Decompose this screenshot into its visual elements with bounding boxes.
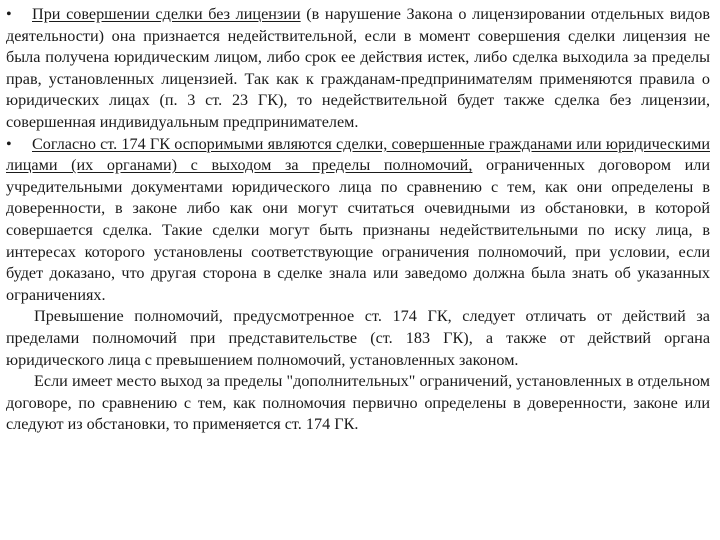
bullet-icon: • [6,5,12,23]
document-page [6,4,710,436]
paragraph-text: (в нарушение Закона о лицензировании отдельных видов деятельности) она признается недействительной, если в момент совершения сделки лицензия не была получена юридическим лицом, либо срок ее действия истек, либо сделка выходила за пределы прав, установленных лицензией. Так как к гражданам-предпринимателям применяются правила о юридических лицах (п. 3 ст. 23 ГК), то недействительной будет также сделка без лицензии, совершенная индивидуальным предпринимателем. [6,5,711,131]
underlined-phrase: Согласно ст. 174 ГК оспоримыми являются сделки, совершенные гражданами или юридическими лицами (их органами) с выходом за пределы полномочий, [6,134,710,175]
bullet-icon: • [6,134,12,153]
paragraph-license [6,4,710,134]
underlined-phrase: При совершении сделки без лицензии [32,5,301,23]
paragraph-excess-powers: Превышение полномочий, предусмотренное ст. 174 ГК, следует отличать от действий за пределами полномочий при представительстве (ст. 183 ГК), а также от действий органа юридического лица с превышением полномочий, установленных законом. [6,307,710,369]
paragraph-article-174 [6,134,710,307]
paragraph-additional-restrictions: Если имеет место выход за пределы "дополнительных" ограничений, установленных в отдельном договоре, по сравнению с тем, как полномочия первично определены в доверенности, законе или следуют из обстановки, то применяется ст. 174 ГК. [6,372,710,434]
paragraph-text: ограниченных договором или учредительными документами юридического лица по сравнению с тем, как они определены в доверенности, в законе либо как они могут считаться очевидными из обстановки, в которой совершается сделка. Такие сделки могут быть признаны недействительными по иску лица, в интересах которого установлены соответствующие ограничения полномочий, при условии, если будет доказано, что другая сторона в сделке знала или заведомо должна была знать об указанных ограничениях. [6,156,710,304]
